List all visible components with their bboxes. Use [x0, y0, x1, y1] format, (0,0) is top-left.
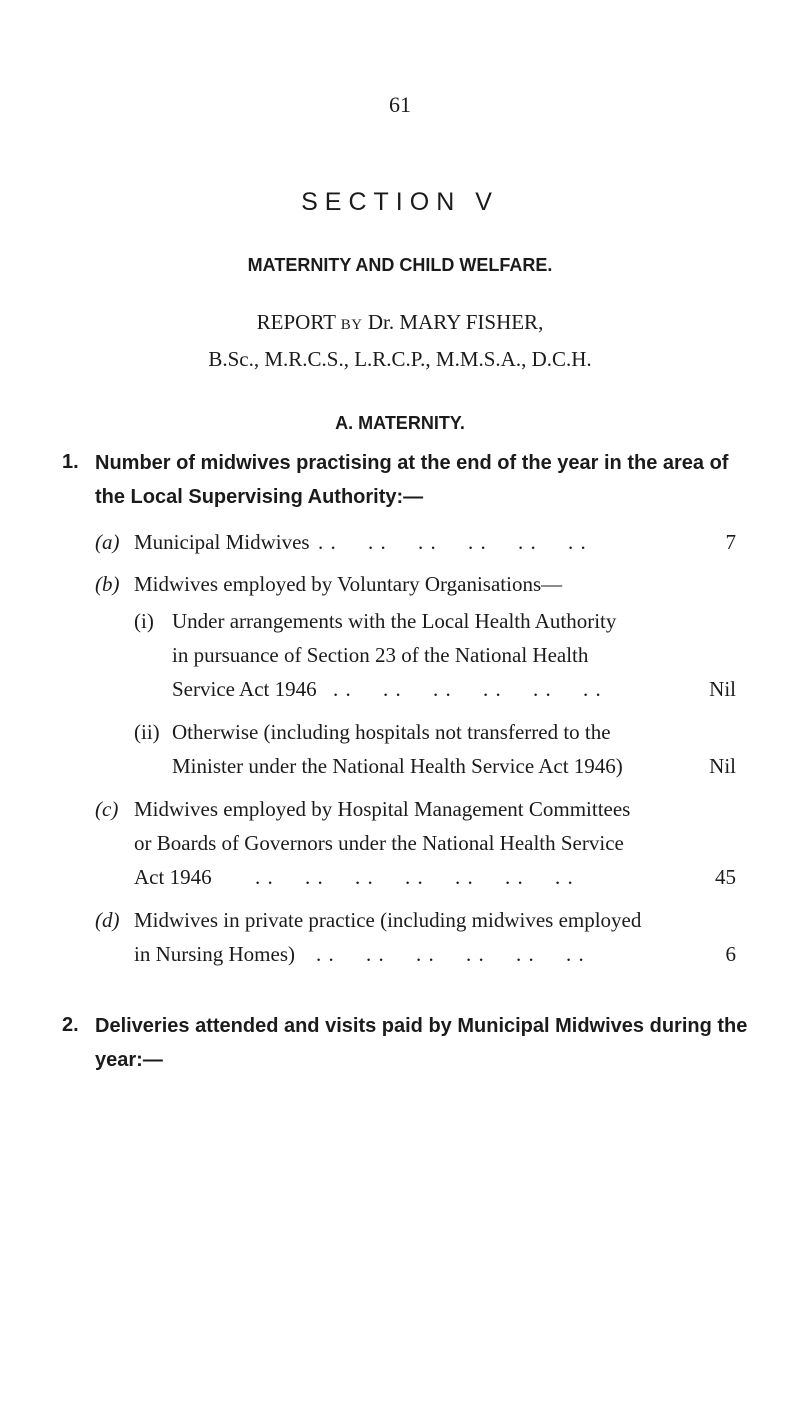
report-author-name: MARY FISHER, — [399, 310, 544, 334]
item-c-line3: Act 1946 — [134, 865, 212, 889]
question-2-number: 2. — [62, 1014, 79, 1036]
item-d-letter: (d) — [95, 908, 120, 932]
item-a-letter: (a) — [95, 530, 120, 554]
question-1-number: 1. — [62, 451, 79, 473]
section-heading-maternity: A. MATERNITY. — [335, 413, 465, 433]
item-d-line2: in Nursing Homes) — [134, 942, 295, 966]
item-a-leaders: . . . . . . . . . . . . — [318, 530, 587, 554]
question-2-text-line1: Deliveries attended and visits paid by Municipal Midwives during the — [95, 1015, 748, 1037]
item-b-i-line3: Service Act 1946 — [172, 677, 317, 701]
item-b-label: Midwives employed by Voluntary Organisations— — [134, 572, 563, 596]
item-b-i-number: (i) — [134, 609, 154, 633]
item-b-ii-line2: Minister under the National Health Service Act 1946) — [172, 754, 623, 778]
question-1-text-line2: the Local Supervising Authority:— — [95, 486, 424, 508]
author-qualifications: B.Sc., M.R.C.S., L.R.C.P., M.M.S.A., D.C.H. — [208, 347, 592, 371]
item-b-ii-line1: Otherwise (including hospitals not transferred to the — [172, 720, 611, 744]
item-d-line1: Midwives in private practice (including midwives employed — [134, 908, 642, 932]
question-1-text-line1: Number of midwives practising at the end of the year in the area of — [95, 452, 729, 474]
item-c-line1: Midwives employed by Hospital Management Committees — [134, 797, 631, 821]
item-d-leaders: . . . . . . . . . . . . — [316, 942, 585, 966]
item-c-leaders: . . . . . . . . . . . . . . — [255, 865, 574, 889]
report-author-line — [0, 310, 800, 335]
item-a-label: Municipal Midwives — [134, 530, 310, 554]
item-b-i-line1: Under arrangements with the Local Health Authority — [172, 609, 617, 633]
item-c-letter: (c) — [95, 797, 119, 821]
item-b-i-line2: in pursuance of Section 23 of the National Health — [172, 643, 589, 667]
item-d-value: 6 — [725, 942, 736, 966]
item-b-i-value: Nil — [709, 677, 736, 701]
item-c-value: 45 — [715, 865, 736, 889]
item-b-letter: (b) — [95, 572, 120, 596]
page-subtitle: MATERNITY AND CHILD WELFARE. — [247, 255, 553, 275]
report-dr: Dr. — [367, 310, 395, 334]
item-b-ii-value: Nil — [709, 754, 736, 778]
question-2-text-line2: year:— — [95, 1049, 163, 1071]
item-b-ii-number: (ii) — [134, 720, 160, 744]
item-c-line2: or Boards of Governors under the National Health Service — [134, 831, 624, 855]
report-prefix: REPORT — [256, 310, 336, 334]
item-a-value: 7 — [725, 530, 736, 554]
report-by: BY — [340, 317, 363, 333]
item-b-i-leaders: . . . . . . . . . . . . — [333, 677, 602, 701]
page-number: 61 — [389, 92, 411, 117]
section-title: SECTION V — [301, 188, 499, 216]
